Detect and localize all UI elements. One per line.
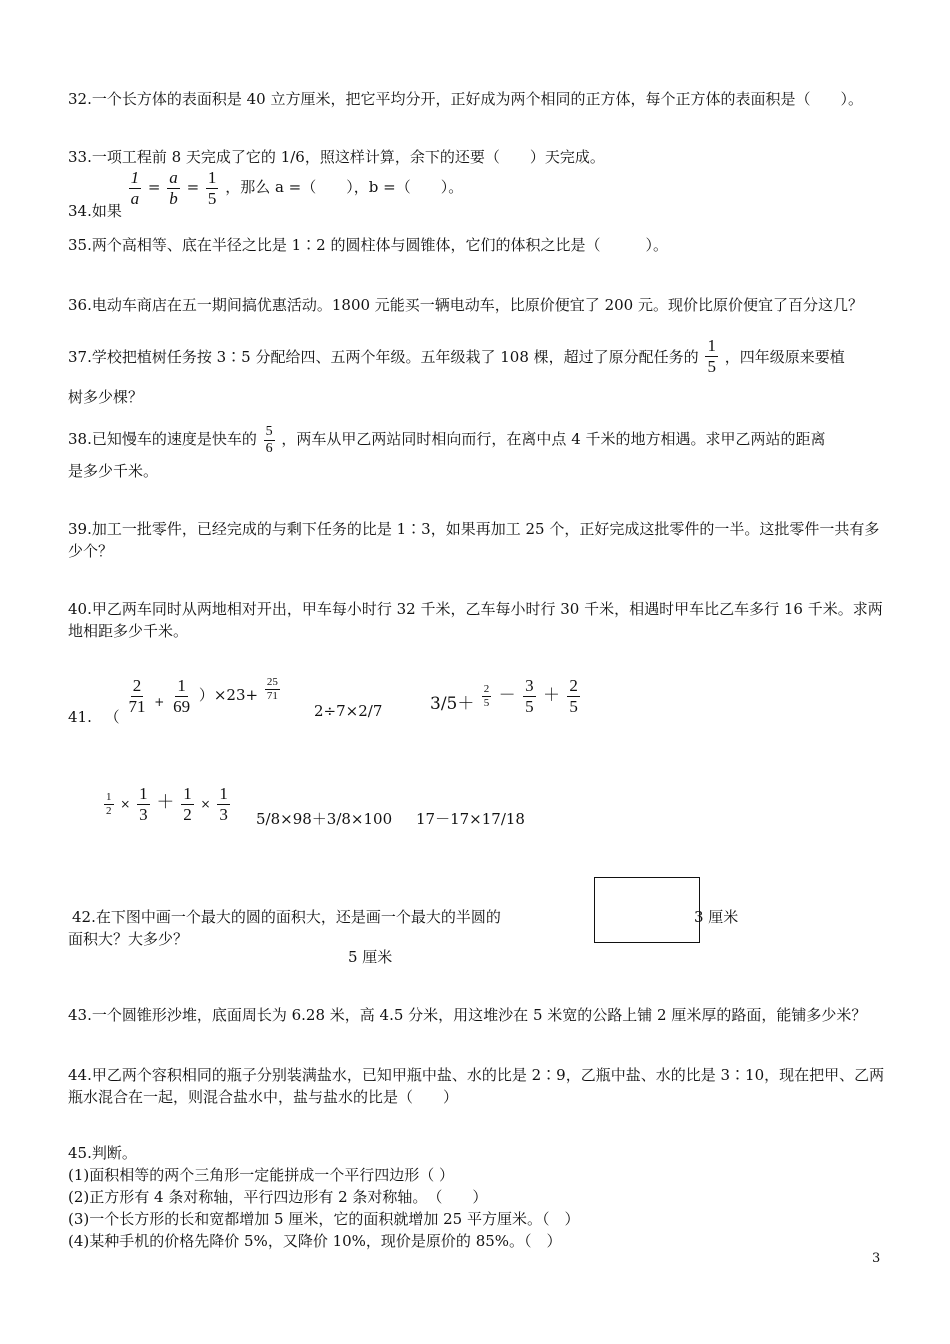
question-35: 35.两个高相等、底在半径之比是 1∶2 的圆柱体与圆锥体，它们的体积之比是（ ）。	[68, 236, 668, 254]
rectangle-height-label: 3 厘米	[694, 908, 739, 926]
rectangle-figure	[594, 877, 700, 943]
expression-5: 5/8×98＋3/8×100	[256, 810, 393, 828]
open-paren: （	[104, 708, 120, 727]
times-sign: ×	[120, 797, 131, 812]
fraction-1-over-3: $\frac{1}{3}$	[219, 784, 228, 824]
rectangle-width-label: 5 厘米	[348, 948, 393, 966]
expression-3-start: 3/5＋	[430, 693, 475, 714]
fraction-1-over-3: $\frac{1}{3}$	[139, 784, 148, 824]
expression-4	[102, 784, 232, 824]
question-42-line1: 42.在下图中画一个最大的圆的面积大，还是画一个最大的半圆的	[72, 908, 501, 926]
fraction-1-over-69: $\frac{1}{69}$	[173, 676, 191, 716]
fraction-2-over-71: $\frac{2}{71}$	[128, 676, 146, 716]
question-41-row1	[68, 676, 282, 727]
question-34-prefix: 34.如果	[68, 202, 122, 221]
fraction-5-over-6: $\frac{5}{6}$	[265, 424, 273, 457]
fraction-1-over-2: $\frac{1}{2}$	[183, 784, 192, 824]
fraction-3-over-5: $\frac{3}{5}$	[525, 676, 534, 716]
judgment-item: (2)正方形有 4 条对称轴，平行四边形有 2 条对称轴。 （ ）	[68, 1188, 488, 1206]
fraction-2-over-5: $\frac{2}{5}$	[569, 676, 578, 716]
equals-sign: =	[147, 178, 161, 197]
judgment-item: (1)面积相等的两个三角形一定能拼成一个平行四边形（ ）	[68, 1166, 455, 1184]
question-38-text: ，两车从甲乙两站同时相向而行，在离中点 4 千米的地方相遇。求甲乙两站的距离	[281, 430, 826, 448]
question-38-line2: 是多少千米。	[68, 462, 159, 480]
plus-sign: +	[154, 695, 165, 710]
question-38-line1	[68, 424, 826, 457]
question-38-text: 38.已知慢车的速度是快车的	[68, 430, 257, 448]
question-37-line2: 树多少棵？	[68, 388, 144, 406]
question-42-line2: 面积大？大多少？	[68, 930, 189, 948]
question-39: 39.加工一批零件，已经完成的与剩下任务的比是 1∶3，如果再加工 25 个，正好完成这批零件的一半。这批零件一共有多少个？	[68, 520, 880, 560]
question-45-title: 45.判断。	[68, 1144, 137, 1162]
question-37-text: 37.学校把植树任务按 3∶5 分配给四、五两个年级。五年级栽了 108 棵，超过了原分配任务的	[68, 348, 699, 366]
fraction-1-over-a: $\frac{1}{a}$	[130, 168, 140, 208]
page-number: 3	[872, 1251, 881, 1266]
expression-1-tail: ）×23+	[198, 686, 259, 705]
judgment-item: (3)一个长方形的长和宽都增加 5 厘米，它的面积就增加 25 平方厘米。（ ）	[68, 1210, 580, 1228]
expression-3	[430, 676, 582, 716]
question-43: 43.一个圆锥形沙堆，底面周长为 6.28 米，高 4.5 分米，用这堆沙在 5 米宽的公路上铺 2 厘米厚的路面，能铺多少米？	[68, 1006, 867, 1024]
question-32: 32.一个长方体的表面积是 40 立方厘米，把它平均分开，正好成为两个相同的正方体，每个正方体的表面积是（ ）。	[68, 90, 863, 108]
judgment-item: (4)某种手机的价格先降价 5%，又降价 10%，现价是原价的 85%。（ ）	[68, 1232, 562, 1250]
times-sign: ×	[200, 797, 211, 812]
question-36: 36.电动车商店在五一期间搞优惠活动。1800 元能买一辆电动车，比原价便宜了 200 元。现价比原价便宜了百分这几？	[68, 296, 863, 314]
fraction-1-over-2: $\frac{1}{2}$	[106, 790, 112, 817]
plus-sign: ＋	[156, 792, 175, 814]
minus-sign: －	[498, 685, 516, 706]
question-44: 44.甲乙两个容积相同的瓶子分别装满盐水，已知甲瓶中盐、水的比是 2∶9，乙瓶中盐、水的比是 3∶10，现在把甲、乙两瓶水混合在一起，则混合盐水中，盐与盐水的比是（ ）	[68, 1066, 885, 1106]
question-33: 33.一项工程前 8 天完成了它的 1/6，照这样计算，余下的还要（ ）天完成。	[68, 148, 605, 166]
question-34-suffix: ，那么 a =（ ），b =（ ）。	[225, 178, 464, 197]
fraction-25-over-71: $\frac{25}{71}$	[266, 676, 278, 702]
plus-sign: ＋	[542, 685, 560, 706]
expression-6: 17－17×17/18	[416, 810, 525, 828]
fraction-1-over-5: $\frac{1}{5}$	[707, 336, 716, 376]
fraction-1-over-5: $\frac{1}{5}$	[207, 168, 217, 208]
fraction-2-over-5: $\frac{2}{5}$	[483, 682, 490, 709]
expression-2: 2÷7×2/7	[314, 702, 383, 720]
question-37-line1	[68, 336, 845, 376]
fraction-a-over-b: $\frac{a}{b}$	[169, 168, 178, 208]
question-41-label: 41.	[68, 708, 92, 727]
equals-sign: =	[186, 178, 200, 197]
question-40: 40.甲乙两车同时从两地相对开出，甲车每小时行 32 千米，乙车每小时行 30 千米，相遇时甲车比乙车多行 16 千米。求两地相距多少千米。	[68, 600, 883, 640]
question-37-text: ，四年级原来要植	[724, 348, 845, 366]
question-34	[68, 168, 464, 221]
